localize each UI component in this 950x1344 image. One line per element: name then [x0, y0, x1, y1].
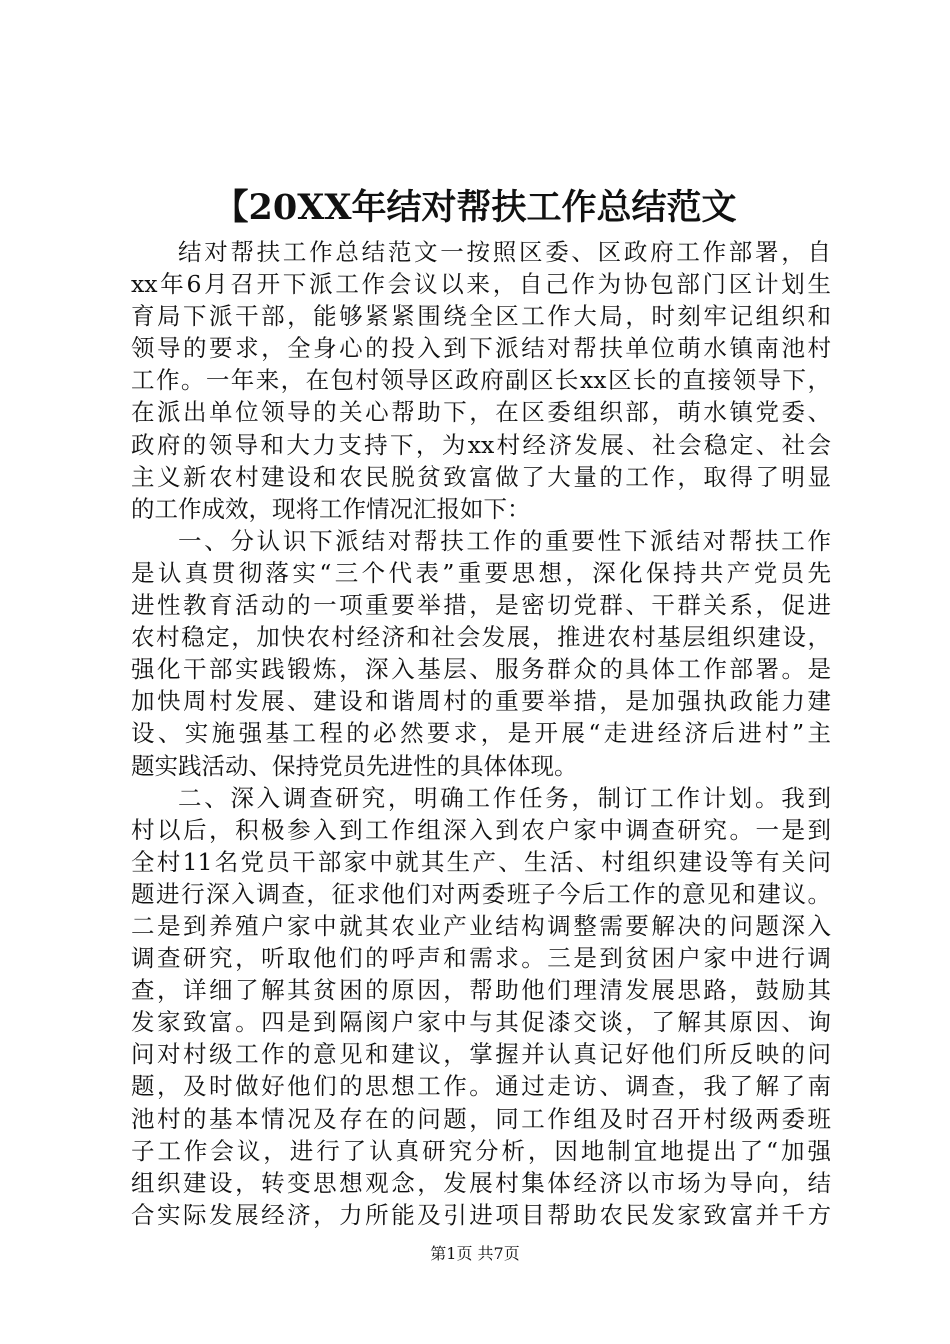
text-line: 政府的领导和大力支持下，为xx村经济发展、社会稳定、社会	[131, 430, 831, 459]
text-line: 主义新农村建设和农民脱贫致富做了大量的工作，取得了明显	[131, 462, 831, 491]
text-line: 设、实施强基工程的必然要求，是开展“走进经济后进村”主	[131, 719, 831, 748]
document-body	[131, 236, 831, 1231]
text-line: 题进行深入调查，征求他们对两委班子今后工作的意见和建议。	[131, 879, 831, 908]
text-line: 题实践活动、保持党员先进性的具体体现。	[131, 751, 578, 780]
text-line: 发家致富。四是到隔阂户家中与其促漆交谈，了解其原因、询	[131, 1008, 831, 1037]
text-line: 题，及时做好他们的思想工作。通过走访、调查，我了解了南	[131, 1072, 831, 1101]
text-line: 加快周村发展、建设和谐周村的重要举措，是加强执政能力建	[131, 687, 831, 716]
text-line: 全村11名党员干部家中就其生产、生活、村组织建设等有关问	[131, 847, 831, 876]
text-line: 问对村级工作的意见和建议，掌握并认真记好他们所反映的问	[131, 1040, 831, 1069]
text-line: 子工作会议，进行了认真研究分析，因地制宜地提出了“加强	[131, 1136, 831, 1165]
text-line: 村以后，积极参入到工作组深入到农户家中调查研究。一是到	[131, 815, 831, 844]
text-line: 合实际发展经济，力所能及引进项目帮助农民发家致富并千方	[131, 1200, 831, 1229]
text-line: 在派出单位领导的关心帮助下，在区委组织部，萌水镇党委、	[131, 398, 831, 427]
text-line: 查，详细了解其贫困的原因，帮助他们理清发展思路，鼓励其	[131, 976, 831, 1005]
text-line: 组织建设，转变思想观念，发展村集体经济以市场为导向，结	[131, 1168, 831, 1197]
page-footer: 第1页 共7页	[430, 1244, 520, 1263]
text-line: 进性教育活动的一项重要举措，是密切党群、干群关系，促进	[131, 591, 831, 620]
text-line: 一、分认识下派结对帮扶工作的重要性下派结对帮扶工作	[178, 526, 831, 555]
text-line: 强化干部实践锻炼，深入基层、服务群众的具体工作部署。是	[131, 655, 831, 684]
text-line: 的工作成效，现将工作情况汇报如下：	[131, 494, 531, 523]
page-title: 【20XX年结对帮扶工作总结范文	[213, 187, 737, 228]
text-line: 结对帮扶工作总结范文一按照区委、区政府工作部署，自	[178, 238, 831, 266]
text-line: 调查研究，听取他们的呼声和需求。三是到贫困户家中进行调	[131, 944, 831, 973]
text-line: 农村稳定，加快农村经济和社会发展，推进农村基层组织建设，	[131, 623, 831, 652]
text-line: 育局下派干部，能够紧紧围绕全区工作大局，时刻牢记组织和	[131, 302, 831, 331]
text-line: 二是到养殖户家中就其农业产业结构调整需要解决的问题深入	[131, 911, 831, 940]
text-line: 工作。一年来，在包村领导区政府副区长xx区长的直接领导下，	[131, 366, 831, 395]
text-line: 二、深入调查研究，明确工作任务，制订工作计划。我到	[178, 783, 831, 812]
text-line: 池村的基本情况及存在的问题，同工作组及时召开村级两委班	[131, 1104, 831, 1133]
text-line: 领导的要求，全身心的投入到下派结对帮扶单位萌水镇南池村	[131, 334, 831, 363]
text-line: xx年6月召开下派工作会议以来，自己作为协包部门区计划生	[131, 270, 831, 299]
text-line: 是认真贯彻落实“三个代表”重要思想，深化保持共产党员先	[131, 558, 831, 587]
